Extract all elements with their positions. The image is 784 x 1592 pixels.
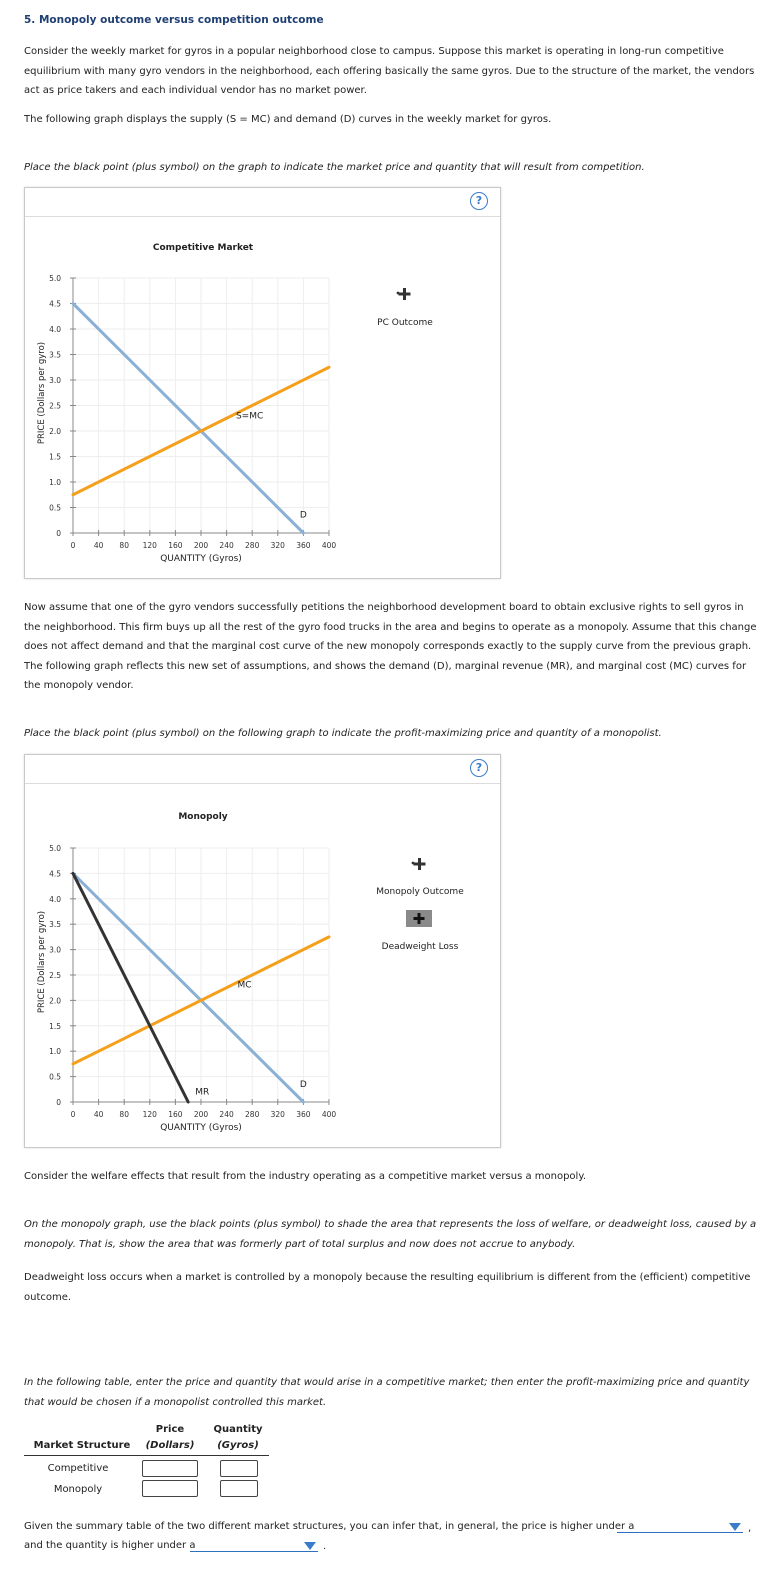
instruction-deadweight: On the monopoly graph, use the black points (plus symbol) to shade the area that represents the loss of welfare, or deadweight loss, caused by a monopoly. That is, show the area that was formerly part of total surplus and now does not accrue to anybody. (24, 1219, 757, 1250)
instruction-competitive: Place the black point (plus symbol) on the graph to indicate the market price and quantity that will result from competition. (24, 162, 645, 173)
y-axis-label: PRICE (Dollars per gyro) (37, 910, 47, 1014)
y-tick-label: 0.5 (49, 1072, 61, 1082)
x-tick-label: 200 (193, 541, 209, 550)
y-tick-label: 5.0 (49, 844, 61, 853)
y-tick-label: 0 (56, 1098, 61, 1107)
summary-table (24, 1420, 269, 1505)
mr-curve-label: MR (195, 1087, 210, 1098)
x-tick-label: 400 (321, 541, 337, 550)
monopoly-graph-panel (24, 754, 501, 1148)
intro-paragraph: Consider the weekly market for gyros in a popular neighborhood close to campus. Suppose this market is operating in long-run competitive equilibrium with many gyro vendors in the neighborhood, each offering basically the same gyros. Due to the structure of the market, the vendors act as price takers and each individual vendor has no market power. (24, 46, 755, 96)
y-tick-label: 1.0 (49, 1047, 61, 1057)
x-tick-label: 120 (142, 541, 157, 550)
monopoly-quantity-input[interactable] (220, 1480, 258, 1497)
welfare-text: Consider the welfare effects that result from the industry operating as a competitive market versus a monopoly. (24, 1171, 586, 1182)
chart-title: Monopoly (178, 812, 228, 822)
y-tick-label: 1.5 (49, 1021, 61, 1031)
y-tick-label: 3.0 (49, 945, 61, 955)
chevron-down-icon (304, 1542, 316, 1550)
x-tick-label: 0 (70, 1110, 76, 1119)
legend-deadweight-loss: Deadweight Loss (381, 942, 459, 952)
x-tick-label: 40 (93, 1110, 104, 1119)
chart-title: Competitive Market (152, 243, 254, 253)
deadweight-loss-tool[interactable] (406, 910, 432, 927)
graph-description: The following graph displays the supply (S = MC) and demand (D) curves in the weekly market for gyros. (24, 114, 552, 125)
series-line-d[interactable] (73, 304, 303, 534)
y-tick-label: 2.5 (49, 971, 61, 980)
mc-curve-label: MC (237, 980, 252, 991)
y-tick-label: 1.0 (49, 478, 61, 487)
header-market-structure: Market Structure (33, 1440, 131, 1451)
competitive-market-chart (25, 188, 500, 578)
pc-outcome-plus-tool[interactable] (394, 286, 414, 305)
y-tick-label: 3.5 (49, 350, 61, 360)
x-tick-label: 120 (142, 1110, 157, 1119)
x-tick-label: 160 (168, 1110, 183, 1119)
header-quantity: Quantity (213, 1424, 263, 1435)
header-quantity-unit: (Gyros) (217, 1440, 259, 1451)
x-tick-label: 240 (219, 541, 234, 550)
y-tick-label: 2.5 (49, 401, 61, 411)
monopoly-description: Now assume that one of the gyro vendors successfully petitions the neighborhood development board to obtain exclusive rights to sell gyros in the neighborhood. This firm buys up all the rest of the gyro food trucks in the area and begins to operate as a monopoly. Assume that this change does not affect demand and that the marginal cost curve of the new monopoly corresponds exactly to the supply curve from the previous graph. The following graph reflects this new set of assumptions, and shows the demand (D), marginal revenue (MR), and marginal cost (MC) curves for the monopoly vendor. (24, 602, 757, 691)
x-tick-label: 0 (70, 541, 76, 550)
x-tick-label: 320 (270, 541, 285, 550)
y-tick-label: 4.0 (49, 894, 61, 904)
series-line-d[interactable] (73, 873, 303, 1102)
y-tick-label: 2.0 (49, 996, 61, 1006)
header-price: Price (155, 1424, 185, 1435)
legend-pc-outcome: PC Outcome (377, 318, 433, 328)
row-monopoly-label: Monopoly (53, 1484, 103, 1495)
y-tick-label: 1.5 (49, 452, 61, 462)
plus-icon (409, 856, 429, 872)
y-tick-label: 4.0 (49, 325, 61, 334)
instruction-monopoly: Place the black point (plus symbol) on the following graph to indicate the profit-maximizing price and quantity of a monopolist. (24, 728, 662, 739)
competitive-quantity-input[interactable] (220, 1460, 258, 1477)
y-axis-label: PRICE (Dollars per gyro) (37, 341, 47, 445)
plus-icon (406, 910, 432, 927)
help-icon[interactable]: ? (470, 759, 488, 777)
y-tick-label: 2.0 (49, 427, 61, 436)
x-tick-label: 280 (245, 1110, 260, 1119)
page-title: 5. Monopoly outcome versus competition outcome (24, 14, 324, 26)
competitive-graph-panel (24, 187, 501, 579)
x-tick-label: 80 (119, 541, 129, 550)
monopoly-price-input[interactable] (142, 1480, 198, 1497)
legend-monopoly-outcome: Monopoly Outcome (376, 887, 464, 897)
demand-curve-label: D (299, 1079, 307, 1090)
x-axis-label: QUANTITY (Gyros) (160, 1123, 242, 1133)
y-tick-label: 3.0 (49, 376, 61, 385)
plus-icon (394, 286, 414, 302)
y-tick-label: 4.5 (49, 869, 61, 879)
y-tick-label: 4.5 (49, 299, 61, 309)
series-line-mr[interactable] (73, 873, 188, 1102)
competitive-price-input[interactable] (142, 1460, 198, 1477)
period: . (323, 1541, 327, 1552)
row-competitive-label: Competitive (47, 1463, 109, 1474)
x-tick-label: 320 (270, 1110, 285, 1119)
supply-curve-label: S=MC (235, 411, 264, 422)
x-axis-label: QUANTITY (Gyros) (160, 554, 242, 564)
y-tick-label: 5.0 (49, 274, 61, 283)
header-price-unit: (Dollars) (145, 1440, 195, 1451)
x-tick-label: 40 (93, 541, 104, 550)
x-tick-label: 360 (296, 1110, 311, 1119)
y-tick-label: 0 (56, 529, 61, 538)
x-tick-label: 240 (219, 1110, 234, 1119)
chevron-down-icon (729, 1523, 741, 1531)
quantity-higher-dropdown[interactable] (190, 1539, 318, 1552)
summary-sentence-2: and the quantity is higher under a (24, 1540, 196, 1551)
help-icon[interactable]: ? (470, 192, 488, 210)
demand-curve-label: D (299, 510, 307, 521)
deadweight-explanation: Deadweight loss occurs when a market is controlled by a monopoly because the resulting equilibrium is different from the (efficient) competitive outcome. (24, 1272, 751, 1303)
x-tick-label: 200 (193, 1110, 209, 1119)
instruction-table: In the following table, enter the price and quantity that would arise in a competitive market; then enter the profit-maximizing price and quantity that would be chosen if a monopolist controlled this market. (24, 1377, 750, 1408)
x-tick-label: 160 (168, 541, 183, 550)
comma: , (748, 1523, 752, 1534)
x-tick-label: 80 (119, 1110, 129, 1119)
x-tick-label: 400 (321, 1110, 337, 1119)
monopoly-outcome-plus-tool[interactable] (409, 856, 429, 875)
table-divider (24, 1455, 269, 1456)
x-tick-label: 360 (296, 541, 311, 550)
price-higher-dropdown[interactable] (617, 1520, 743, 1533)
x-tick-label: 280 (245, 541, 260, 550)
y-tick-label: 3.5 (49, 920, 61, 930)
y-tick-label: 0.5 (49, 503, 61, 513)
summary-sentence-1: Given the summary table of the two different market structures, you can infer that, in general, the price is higher under a (24, 1521, 635, 1532)
